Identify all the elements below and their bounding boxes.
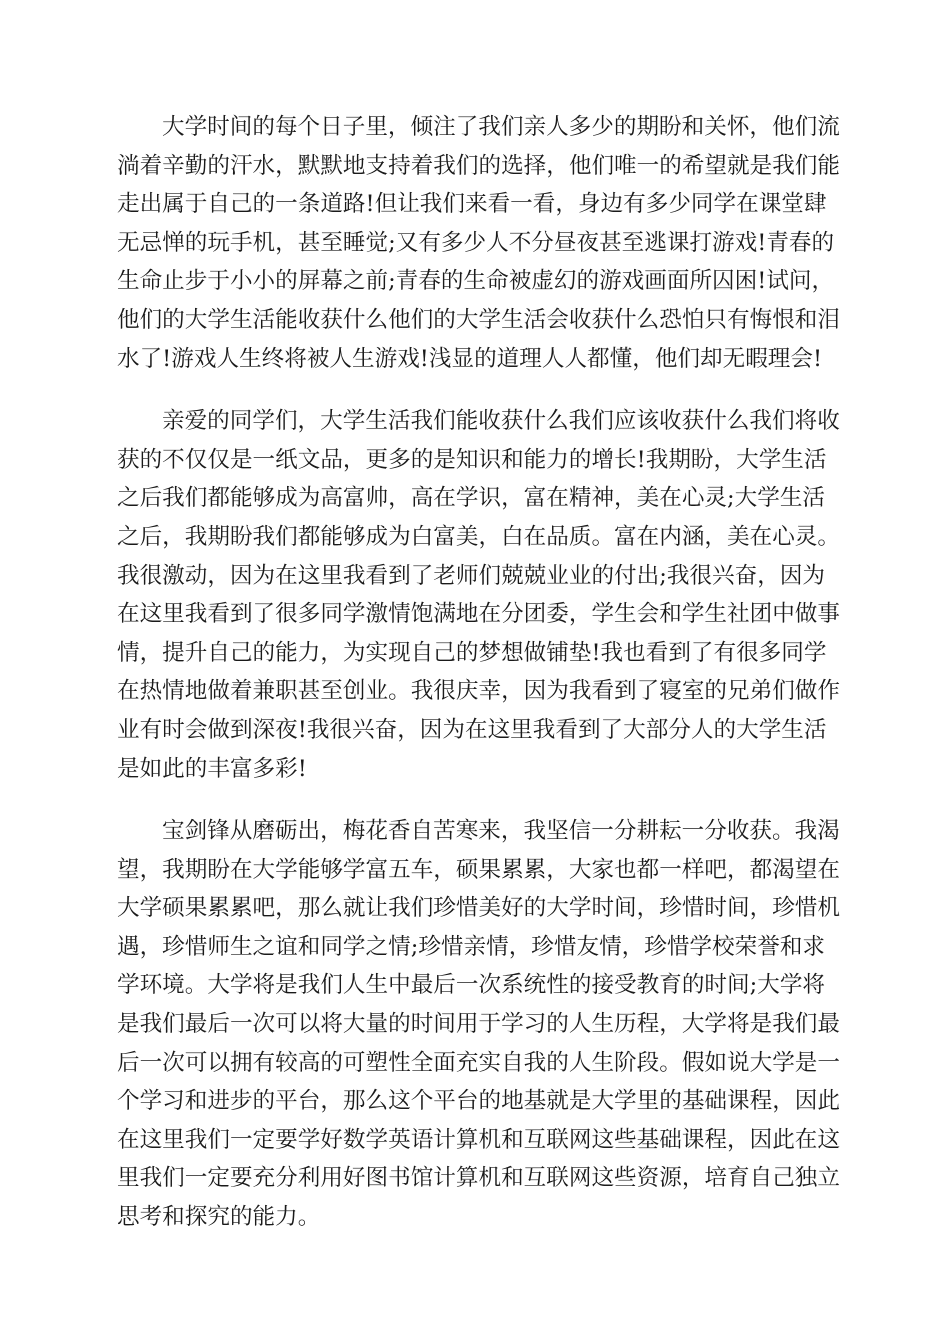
text-line: 后一次可以拥有较高的可塑性全面充实自我的人生阶段。假如说大学是一 — [117, 1049, 840, 1076]
text-line: 之后，我期盼我们都能够成为白富美，白在品质。富在内涵，美在心灵。 — [117, 523, 840, 550]
text-line: 亲爱的同学们，大学生活我们能收获什么我们应该收获什么我们将收 — [162, 408, 840, 435]
document-body — [117, 108, 840, 1261]
text-line: 学环境。大学将是我们人生中最后一次系统性的接受教育的时间;大学将 — [117, 972, 826, 999]
text-line: 在这里我们一定要学好数学英语计算机和互联网这些基础课程，因此在这 — [117, 1126, 840, 1153]
text-line: 个学习和进步的平台，那么这个平台的地基就是大学里的基础课程，因此 — [117, 1088, 840, 1115]
text-line: 在这里我看到了很多同学激情饱满地在分团委，学生会和学生社团中做事 — [117, 601, 840, 628]
text-line: 之后我们都能够成为高富帅，高在学识，富在精神，美在心灵;大学生活 — [117, 485, 826, 512]
paragraph-3 — [117, 812, 840, 1237]
text-line: 水了!游戏人生终将被人生游戏!浅显的道理人人都懂，他们却无暇理会! — [117, 345, 823, 372]
text-line: 淌着辛勤的汗水，默默地支持着我们的选择，他们唯一的希望就是我们能 — [117, 152, 840, 179]
text-line: 情，提升自己的能力，为实现自己的梦想做铺垫!我也看到了有很多同学 — [117, 639, 827, 666]
text-line: 业有时会做到深夜!我很兴奋，因为在这里我看到了大部分人的大学生活 — [117, 716, 827, 743]
text-line: 走出属于自己的一条道路!但让我们来看一看，身边有多少同学在课堂肆 — [117, 191, 827, 218]
paragraph-2 — [117, 402, 840, 788]
text-line: 是如此的丰富多彩! — [117, 755, 307, 782]
text-line: 我很激动，因为在这里我看到了老师们兢兢业业的付出;我很兴奋，因为 — [117, 562, 826, 589]
text-line: 生命止步于小小的屏幕之前;青春的生命被虚幻的游戏画面所囚困!试问， — [117, 268, 835, 295]
text-line: 大学硕果累累吧，那么就让我们珍惜美好的大学时间，珍惜时间，珍惜机 — [117, 895, 840, 922]
text-line: 宝剑锋从磨砺出，梅花香自苦寒来，我坚信一分耕耘一分收获。我渴 — [162, 818, 840, 845]
text-line: 遇，珍惜师生之谊和同学之情;珍惜亲情，珍惜友情，珍惜学校荣誉和求 — [117, 933, 826, 960]
paragraph-1 — [117, 108, 840, 378]
text-line: 思考和探究的能力。 — [117, 1204, 321, 1231]
text-line: 是我们最后一次可以将大量的时间用于学习的人生历程，大学将是我们最 — [117, 1011, 840, 1038]
text-line: 获的不仅仅是一纸文品，更多的是知识和能力的增长!我期盼，大学生活 — [117, 446, 827, 473]
text-line: 在热情地做着兼职甚至创业。我很庆幸，因为我看到了寝室的兄弟们做作 — [117, 678, 840, 705]
text-line: 他们的大学生活能收获什么他们的大学生活会收获什么恐怕只有悔恨和泪 — [117, 306, 840, 333]
text-line: 无忌惮的玩手机，甚至睡觉;又有多少人不分昼夜甚至逃课打游戏!青春的 — [117, 229, 835, 256]
text-line: 望，我期盼在大学能够学富五车，硕果累累，大家也都一样吧，都渴望在 — [117, 856, 840, 883]
text-line: 里我们一定要充分利用好图书馆计算机和互联网这些资源，培育自己独立 — [117, 1165, 840, 1192]
text-line: 大学时间的每个日子里，倾注了我们亲人多少的期盼和关怀，他们流 — [162, 114, 840, 140]
